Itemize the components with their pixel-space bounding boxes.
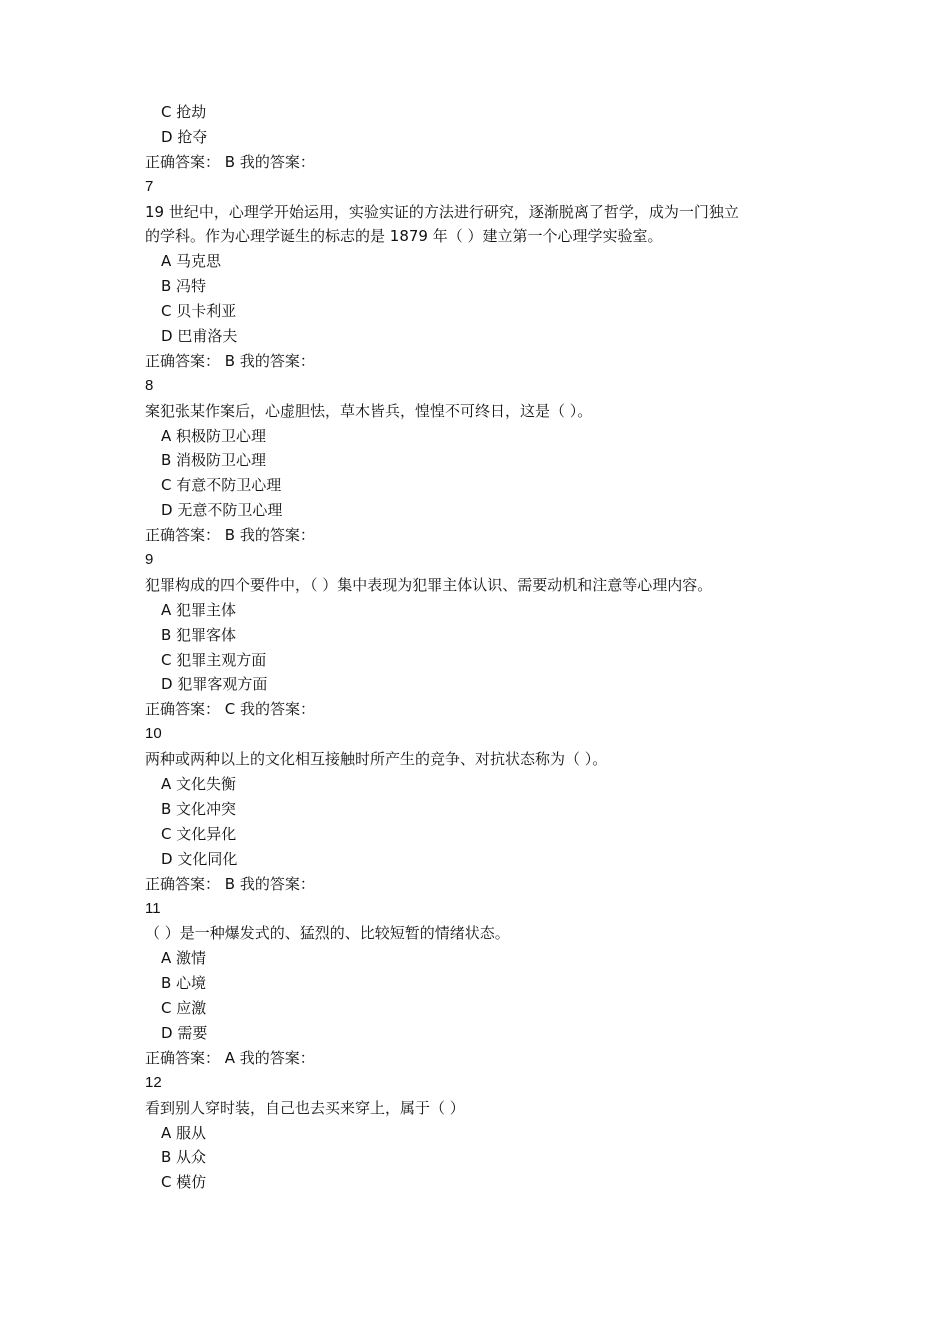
question-text: 案犯张某作案后，心虚胆怯，草木皆兵，惶惶不可终日，这是（ ）。 <box>145 401 593 420</box>
option-line: A 马克思 <box>161 252 222 271</box>
option-line: A 激情 <box>161 949 207 968</box>
option-line: C 文化异化 <box>161 824 237 843</box>
question-text: 19 世纪中，心理学开始运用，实验实证的方法进行研究，逐渐脱离了哲学，成为一门独立 <box>145 202 739 221</box>
answer-line: 正确答案： B 我的答案： <box>145 874 315 893</box>
question-number: 11 <box>145 899 161 917</box>
question-number: 9 <box>145 551 154 569</box>
question-text: 看到别人穿时装，自己也去买来穿上，属于（ ） <box>145 1098 465 1117</box>
option-line: A 服从 <box>161 1123 207 1142</box>
option-line: A 犯罪主体 <box>161 600 237 619</box>
question-list <box>145 100 825 1195</box>
option-line: D 无意不防卫心理 <box>161 501 283 520</box>
answer-line: 正确答案： C 我的答案： <box>145 700 316 719</box>
document-page <box>145 100 825 1195</box>
option-line: C 抢劫 <box>161 103 207 121</box>
question-text: 两种或两种以上的文化相互接触时所产生的竞争、对抗状态称为（ ）。 <box>145 750 608 769</box>
question-number: 8 <box>145 376 154 394</box>
option-line: B 心境 <box>161 974 207 993</box>
question-text: （ ）是一种爆发式的、猛烈的、比较短暂的情绪状态。 <box>145 924 510 943</box>
option-line: B 文化冲突 <box>161 799 237 818</box>
option-line: A 文化失衡 <box>161 775 237 794</box>
option-line: C 应激 <box>161 999 207 1018</box>
answer-line: 正确答案： B 我的答案： <box>145 526 315 545</box>
option-line: B 从众 <box>161 1148 207 1167</box>
option-line: D 文化同化 <box>161 849 238 868</box>
question-number: 12 <box>145 1073 162 1091</box>
option-line: B 消极防卫心理 <box>161 451 267 470</box>
option-line: C 贝卡利亚 <box>161 302 237 321</box>
option-line: C 模仿 <box>161 1173 207 1192</box>
question-number: 10 <box>145 725 162 743</box>
question-text: 犯罪构成的四个要件中，（ ）集中表现为犯罪主体认识、需要动机和注意等心理内容。 <box>145 575 713 594</box>
option-line: B 犯罪客体 <box>161 625 237 644</box>
option-line: C 犯罪主观方面 <box>161 650 267 669</box>
option-line: D 需要 <box>161 1023 208 1042</box>
question-number: 7 <box>145 177 154 195</box>
option-line: D 抢夺 <box>161 127 208 146</box>
option-line: D 巴甫洛夫 <box>161 327 238 346</box>
option-line: C 有意不防卫心理 <box>161 476 282 495</box>
answer-line: 正确答案： B 我的答案： <box>145 152 315 171</box>
answer-line: 正确答案： B 我的答案： <box>145 351 315 370</box>
answer-line: 正确答案： A 我的答案： <box>145 1048 315 1067</box>
option-line: B 冯特 <box>161 277 207 296</box>
option-line: A 积极防卫心理 <box>161 426 267 445</box>
question-text: 的学科。作为心理学诞生的标志的是 1879 年（ ）建立第一个心理学实验室。 <box>145 227 663 246</box>
option-line: D 犯罪客观方面 <box>161 675 268 694</box>
